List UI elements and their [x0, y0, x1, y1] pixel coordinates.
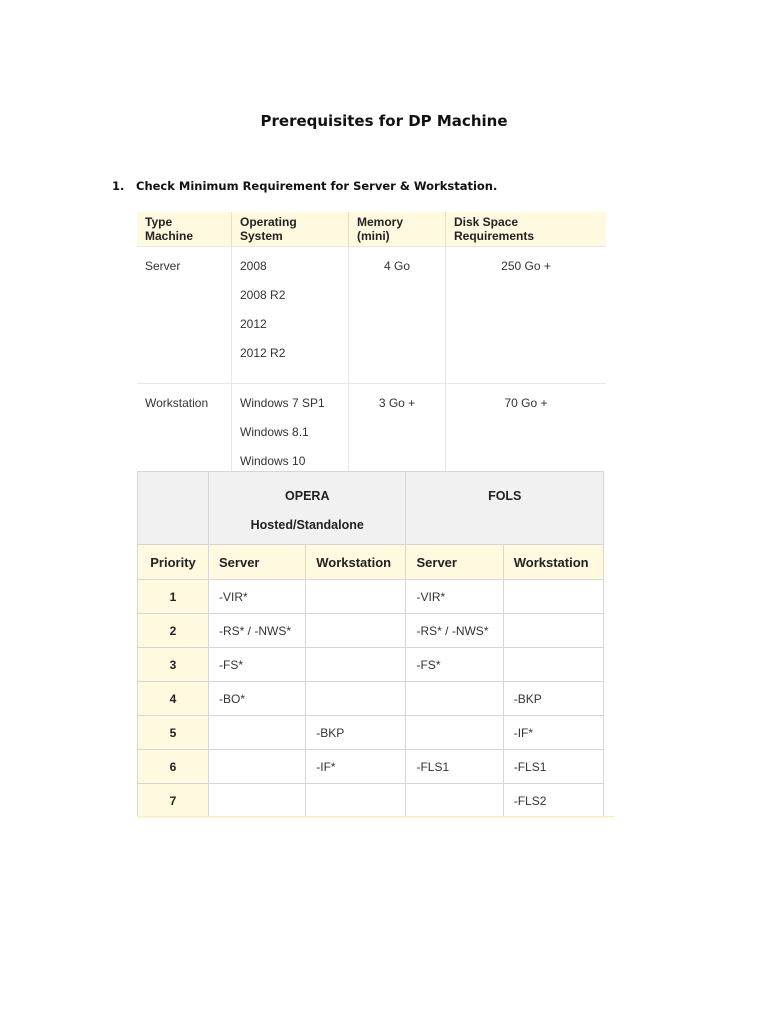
table-cell: -VIR*: [209, 580, 306, 614]
header-priority: Priority: [138, 545, 209, 580]
header-fols-workstation: Workstation: [503, 545, 603, 580]
table-cell: [406, 784, 503, 818]
header-type-machine: Type Machine: [137, 212, 232, 247]
os-item: Windows 10: [240, 454, 306, 468]
type-cell: Server: [137, 247, 232, 384]
table-cell: -FLS2: [503, 784, 603, 818]
table-row: [138, 580, 604, 614]
os-cell: [232, 247, 349, 384]
table-edge-divider: [137, 816, 614, 820]
table-cell: -FS*: [209, 648, 306, 682]
priority-cell: 6: [138, 750, 209, 784]
header-memory: Memory (mini): [349, 212, 446, 247]
os-item: 2012 R2: [240, 346, 286, 360]
opera-label: OPERA: [285, 489, 330, 503]
table-cell: -RS* / -NWS*: [209, 614, 306, 648]
os-item: 2008: [240, 259, 267, 273]
priority-cell: 2: [138, 614, 209, 648]
priority-cell: 5: [138, 716, 209, 750]
table-row: [138, 648, 604, 682]
table-cell: [306, 580, 406, 614]
table-cell: -RS* / -NWS*: [406, 614, 503, 648]
header-disk-space: Disk Space Requirements: [446, 212, 607, 247]
step-text: Check Minimum Requirement for Server & Workstation.: [136, 179, 498, 193]
table-cell: [209, 750, 306, 784]
priority-table: [137, 471, 604, 818]
requirements-table: [137, 212, 606, 491]
table-cell: [306, 682, 406, 716]
priority-cell: 7: [138, 784, 209, 818]
group-header-row: [138, 472, 604, 545]
table-cell: [503, 580, 603, 614]
disk-cell: 70 Go +: [446, 384, 607, 492]
table-row: [138, 784, 604, 818]
table-cell: -VIR*: [406, 580, 503, 614]
header-opera-server: Server: [209, 545, 306, 580]
table-cell: -FLS1: [503, 750, 603, 784]
requirements-header-row: [137, 212, 606, 247]
table-cell: -FLS1: [406, 750, 503, 784]
os-item: Windows 8.1: [240, 425, 309, 439]
table-row: [138, 682, 604, 716]
opera-group-header: [209, 472, 406, 545]
step-number: 1.: [112, 179, 125, 193]
page-title: Prerequisites for DP Machine: [260, 112, 508, 130]
table-cell: [306, 784, 406, 818]
table-cell: [209, 784, 306, 818]
disk-cell: 250 Go +: [446, 247, 607, 384]
table-cell: [209, 716, 306, 750]
priority-cell: 3: [138, 648, 209, 682]
table-cell: [406, 716, 503, 750]
type-cell: Workstation: [137, 384, 232, 492]
table-cell: -FS*: [406, 648, 503, 682]
priority-cell: 1: [138, 580, 209, 614]
fols-label: FOLS: [488, 489, 522, 503]
subheader-row: [138, 545, 604, 580]
table-cell: -BO*: [209, 682, 306, 716]
header-operating-system: Operating System: [232, 212, 349, 247]
table-cell: [503, 614, 603, 648]
priority-cell: 4: [138, 682, 209, 716]
table-cell: -BKP: [306, 716, 406, 750]
memory-cell: 3 Go +: [349, 384, 446, 492]
table-cell: -IF*: [306, 750, 406, 784]
os-item: Windows 7 SP1: [240, 396, 325, 410]
os-item: 2012: [240, 317, 267, 331]
table-row: [138, 716, 604, 750]
table-cell: -BKP: [503, 682, 603, 716]
table-cell: -IF*: [503, 716, 603, 750]
opera-sublabel: Hosted/Standalone: [250, 518, 364, 532]
table-cell: [306, 614, 406, 648]
header-fols-server: Server: [406, 545, 503, 580]
table-row: [137, 247, 606, 384]
table-cell: [306, 648, 406, 682]
header-opera-workstation: Workstation: [306, 545, 406, 580]
fols-group-header: [406, 472, 604, 545]
table-cell: [503, 648, 603, 682]
os-item: 2008 R2: [240, 288, 286, 302]
table-row: [138, 614, 604, 648]
blank-header-cell: [138, 472, 209, 545]
table-cell: [406, 682, 503, 716]
memory-cell: 4 Go: [349, 247, 446, 384]
table-row: [138, 750, 604, 784]
step-1: [112, 179, 497, 193]
